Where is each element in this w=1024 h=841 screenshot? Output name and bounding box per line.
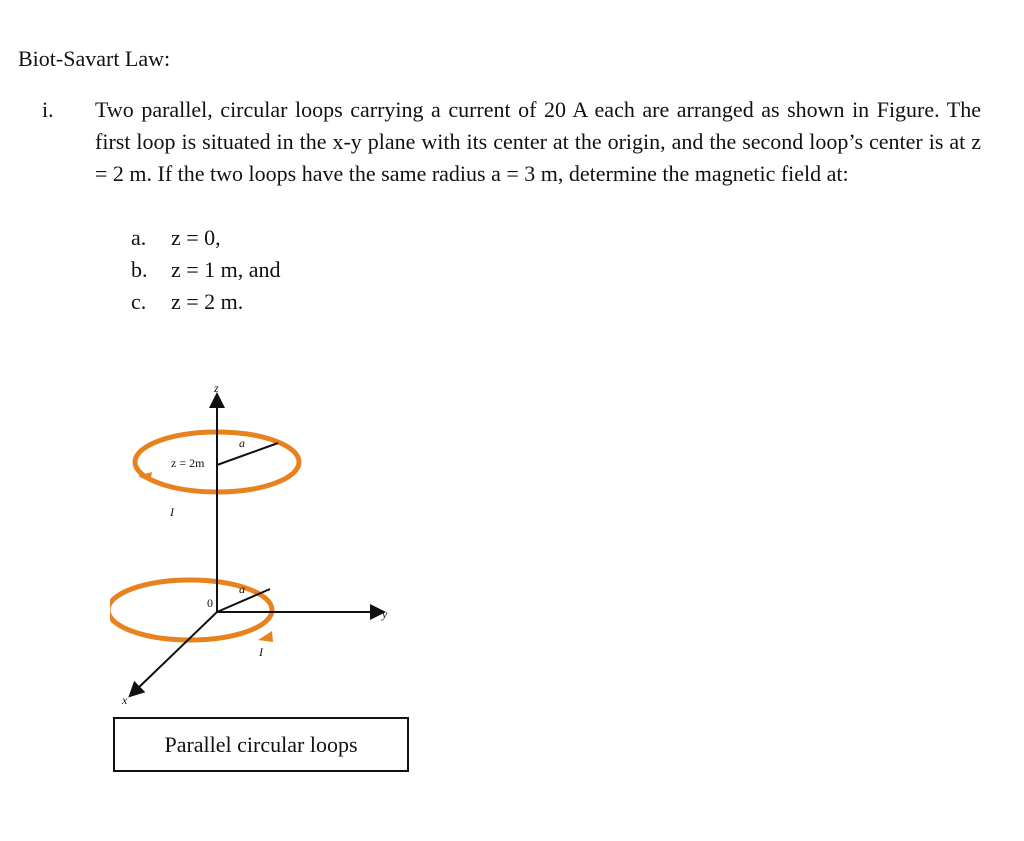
subpart-text: z = 1 m, and [171,257,281,282]
x-axis [134,612,217,692]
z-axis-label: z [214,381,219,395]
problem-statement: Two parallel, circular loops carrying a current of 20 A each are arranged as shown in Figure. The first loop is situated in the x-y plane with its center at the origin, and the second loop’s center is at z = 2 m. If the two loops have the same radius a = 3 m, determine the magnetic field at: [95,97,981,186]
subpart-letter: c. [131,289,147,314]
lower-current-arrow-icon [258,631,273,642]
subpart-b [131,254,281,286]
section-heading: Biot-Savart Law: [18,46,171,71]
problem-marker: i. [42,97,54,122]
x-axis-label: x [122,693,128,707]
loops-figure [110,378,430,708]
subpart-a [131,222,281,254]
lower-loop [110,580,272,640]
subpart-list [131,222,281,318]
upper-current-label: I [170,505,174,519]
lower-radius-label: a [239,582,245,596]
upper-loop-label: z = 2m [171,456,205,470]
subpart-text: z = 2 m. [171,289,244,314]
upper-radius-line [217,443,278,465]
lower-current-label: I [259,645,263,659]
y-axis-label: y [382,607,388,621]
subpart-letter: a. [131,225,147,250]
figure-caption: Parallel circular loops [113,717,409,772]
loops-diagram [110,378,430,708]
subpart-c [131,286,281,318]
subpart-text: z = 0, [171,225,221,250]
subpart-letter: b. [131,257,148,282]
origin-label: 0 [207,596,213,610]
upper-radius-label: a [239,436,245,450]
